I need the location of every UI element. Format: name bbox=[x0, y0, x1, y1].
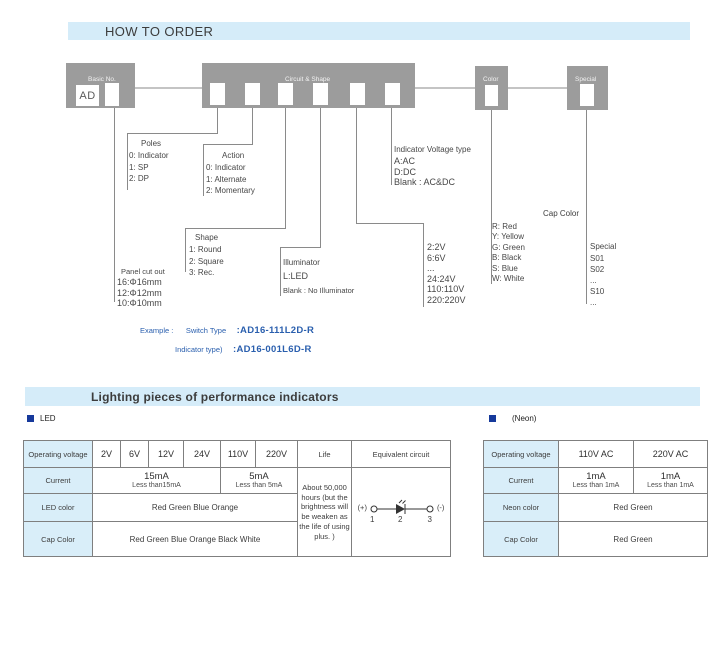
action-legend bbox=[206, 151, 255, 197]
voltage-item: 2:2V bbox=[427, 242, 446, 252]
led-color-label: LED color bbox=[24, 494, 93, 522]
illuminator-blank: Blank : No Illuminator bbox=[283, 285, 355, 295]
circuit-terminal-numbers bbox=[368, 515, 434, 525]
illuminator-title: Illuminator bbox=[283, 258, 320, 267]
neon-current-110 bbox=[559, 468, 634, 494]
indicator-voltage-title: Indicator Voltage type bbox=[394, 145, 471, 154]
voltage-item: ... bbox=[427, 263, 435, 273]
example-prefix: Example : bbox=[140, 326, 174, 335]
circuit-minus-label: (-) bbox=[436, 502, 445, 512]
action-title: Action bbox=[222, 151, 245, 160]
indicator-voltage-legend bbox=[394, 145, 471, 188]
indicator-voltage-item: Blank : AC&DC bbox=[394, 177, 456, 187]
indicator-voltage-item: D:DC bbox=[394, 166, 416, 177]
led-current-high-group bbox=[221, 468, 298, 494]
action-item: 0: Indicator bbox=[206, 163, 246, 172]
basic-no-box bbox=[66, 63, 135, 108]
cap-color-item: G: Green bbox=[492, 242, 525, 252]
led-current-15ma: 15mA bbox=[144, 471, 169, 482]
circuit-slot-6 bbox=[385, 83, 400, 105]
action-item: 1: Alternate bbox=[206, 174, 247, 184]
neon-color-value: Red Green bbox=[559, 494, 708, 522]
circuit-num-2: 2 bbox=[398, 515, 403, 524]
example-indicator-code: :AD16-001L6D-R bbox=[232, 344, 312, 355]
neon-operating-voltage-label: Operating voltage bbox=[484, 441, 559, 468]
led-equivalent-header: Equivalent circuit bbox=[352, 441, 451, 468]
neon-current-220-note: Less than 1mA bbox=[647, 482, 694, 489]
led-color-value: Red Green Blue Orange bbox=[93, 494, 298, 522]
shape-title: Shape bbox=[195, 233, 219, 242]
led-current-5ma-note: Less than 5mA bbox=[235, 482, 283, 489]
how-to-order-header bbox=[68, 22, 690, 40]
circuit-slot-4 bbox=[313, 83, 328, 105]
led-cap-color-value: Red Green Blue Orange Black White bbox=[93, 522, 298, 557]
neon-current-220 bbox=[634, 468, 708, 494]
led-voltage-220v: 220V bbox=[256, 441, 298, 468]
voltage-item: 110:110V bbox=[427, 284, 465, 294]
neon-current-110-main: 1mA bbox=[586, 471, 606, 482]
circuit-shape-label: Circuit & Shape bbox=[285, 76, 331, 83]
circuit-slot-2 bbox=[245, 83, 260, 105]
panel-cutout-legend bbox=[117, 267, 165, 309]
special-title: Special bbox=[590, 242, 617, 251]
led-voltage-2v: 2V bbox=[93, 441, 121, 468]
example-switch-row bbox=[140, 320, 314, 338]
poles-item: 1: SP bbox=[129, 162, 149, 172]
led-operating-voltage-label: Operating voltage bbox=[24, 441, 93, 468]
cap-color-legend bbox=[492, 222, 525, 284]
cap-color-item: W: White bbox=[492, 274, 525, 284]
led-voltage-6v: 6V bbox=[121, 441, 149, 468]
led-current-15ma-note: Less than15mA bbox=[132, 482, 181, 489]
special-item: ... bbox=[590, 276, 597, 285]
cap-color-item: Y: Yellow bbox=[492, 232, 525, 242]
special-legend bbox=[590, 242, 616, 308]
circuit-num-3: 3 bbox=[427, 515, 432, 524]
cap-color-item: B: Black bbox=[492, 253, 522, 263]
neon-current-220-main: 1mA bbox=[660, 471, 681, 482]
cap-color-item: R: Red bbox=[492, 222, 517, 231]
example-indicator-label: Indicator type) bbox=[175, 345, 223, 354]
poles-title: Poles bbox=[141, 139, 162, 148]
neon-voltage-220vac: 220V AC bbox=[634, 441, 708, 468]
special-item: S02 bbox=[590, 265, 605, 274]
how-to-order-title: HOW TO ORDER bbox=[105, 23, 214, 39]
neon-voltage-110vac: 110V AC bbox=[559, 441, 634, 468]
shape-legend bbox=[189, 233, 224, 279]
indicator-voltage-item: A:AC bbox=[394, 156, 416, 166]
circuit-num-1: 1 bbox=[370, 515, 375, 524]
illuminator-led: L:LED bbox=[283, 271, 309, 281]
voltage-item: 220:220V bbox=[427, 294, 466, 305]
color-box-label: Color bbox=[483, 76, 499, 83]
example-switch-label: Switch Type bbox=[185, 326, 227, 335]
special-box bbox=[567, 66, 608, 110]
led-section-label: LED bbox=[40, 414, 56, 423]
neon-color-label: Neon color bbox=[484, 494, 559, 522]
led-current-5ma: 5mA bbox=[249, 471, 269, 482]
neon-cap-color-row bbox=[484, 522, 708, 557]
shape-item: 3: Rec. bbox=[189, 268, 215, 277]
neon-header-row bbox=[484, 441, 708, 468]
panel-cutout-item: 10:Φ10mm bbox=[117, 298, 162, 308]
special-item: S10 bbox=[590, 287, 605, 296]
neon-cap-color-label: Cap Color bbox=[484, 522, 559, 557]
led-header-row bbox=[24, 441, 451, 468]
circuit-plus-label: (+) bbox=[357, 502, 367, 512]
neon-color-row bbox=[484, 494, 708, 522]
color-box bbox=[475, 66, 508, 110]
led-voltage-110v: 110V bbox=[221, 441, 256, 468]
led-current-row bbox=[24, 468, 451, 494]
neon-current-110-note: Less than 1mA bbox=[572, 482, 620, 489]
cap-color-title: Cap Color bbox=[543, 209, 580, 218]
special-item: S01 bbox=[590, 254, 605, 263]
shape-item: 2: Square bbox=[189, 256, 224, 266]
basic-no-slot bbox=[105, 83, 119, 106]
neon-table bbox=[483, 440, 708, 557]
basic-no-label: Basic No. bbox=[88, 76, 116, 83]
equivalent-circuit-diagram bbox=[352, 499, 450, 515]
led-equivalent-circuit-cell bbox=[352, 468, 451, 557]
poles-item: 0: Indicator bbox=[129, 151, 169, 160]
led-bullet-icon bbox=[27, 415, 34, 422]
led-current-label: Current bbox=[24, 468, 93, 494]
circuit-slot-5 bbox=[350, 83, 365, 105]
panel-cutout-item: 16:Φ16mm bbox=[117, 277, 162, 287]
poles-item: 2: DP bbox=[129, 174, 150, 183]
neon-cap-color-value: Red Green bbox=[559, 522, 708, 557]
poles-legend bbox=[129, 139, 169, 185]
circuit-slot-1 bbox=[210, 83, 225, 105]
led-diode-icon bbox=[369, 499, 435, 515]
cap-color-item: S: Blue bbox=[492, 263, 518, 273]
neon-current-label: Current bbox=[484, 468, 559, 494]
voltage-legend bbox=[427, 242, 466, 305]
special-slot bbox=[580, 84, 594, 106]
voltage-item: 24:24V bbox=[427, 273, 456, 284]
basic-no-code: AD bbox=[76, 85, 99, 106]
neon-bullet-icon bbox=[489, 415, 496, 422]
action-item: 2: Momentary bbox=[206, 186, 255, 195]
panel-cutout-title: Panel cut out bbox=[121, 267, 165, 276]
led-cap-color-label: Cap Color bbox=[24, 522, 93, 557]
led-life-header: Life bbox=[298, 441, 352, 468]
color-slot bbox=[485, 85, 498, 106]
voltage-item: 6:6V bbox=[427, 252, 446, 263]
led-voltage-12v: 12V bbox=[149, 441, 184, 468]
led-voltage-24v: 24V bbox=[184, 441, 221, 468]
example-indicator-row bbox=[175, 339, 312, 357]
lighting-title: Lighting pieces of performance indicators bbox=[91, 389, 339, 404]
led-current-low-group bbox=[93, 468, 221, 494]
lighting-header bbox=[25, 387, 700, 406]
special-item: ... bbox=[590, 298, 597, 307]
special-box-label: Special bbox=[575, 76, 597, 83]
panel-cutout-item: 12:Φ12mm bbox=[117, 287, 162, 298]
led-life-text: About 50,000 hours (but the brightness will be weaken as the life of using plus. ) bbox=[298, 468, 352, 557]
example-switch-code: :AD16-111L2D-R bbox=[236, 325, 315, 336]
neon-current-row bbox=[484, 468, 708, 494]
shape-item: 1: Round bbox=[189, 245, 222, 254]
led-table bbox=[23, 440, 451, 557]
illuminator-legend bbox=[283, 258, 354, 296]
circuit-slot-3 bbox=[278, 83, 293, 105]
neon-section-label: (Neon) bbox=[512, 414, 537, 423]
circuit-shape-box bbox=[202, 63, 415, 108]
